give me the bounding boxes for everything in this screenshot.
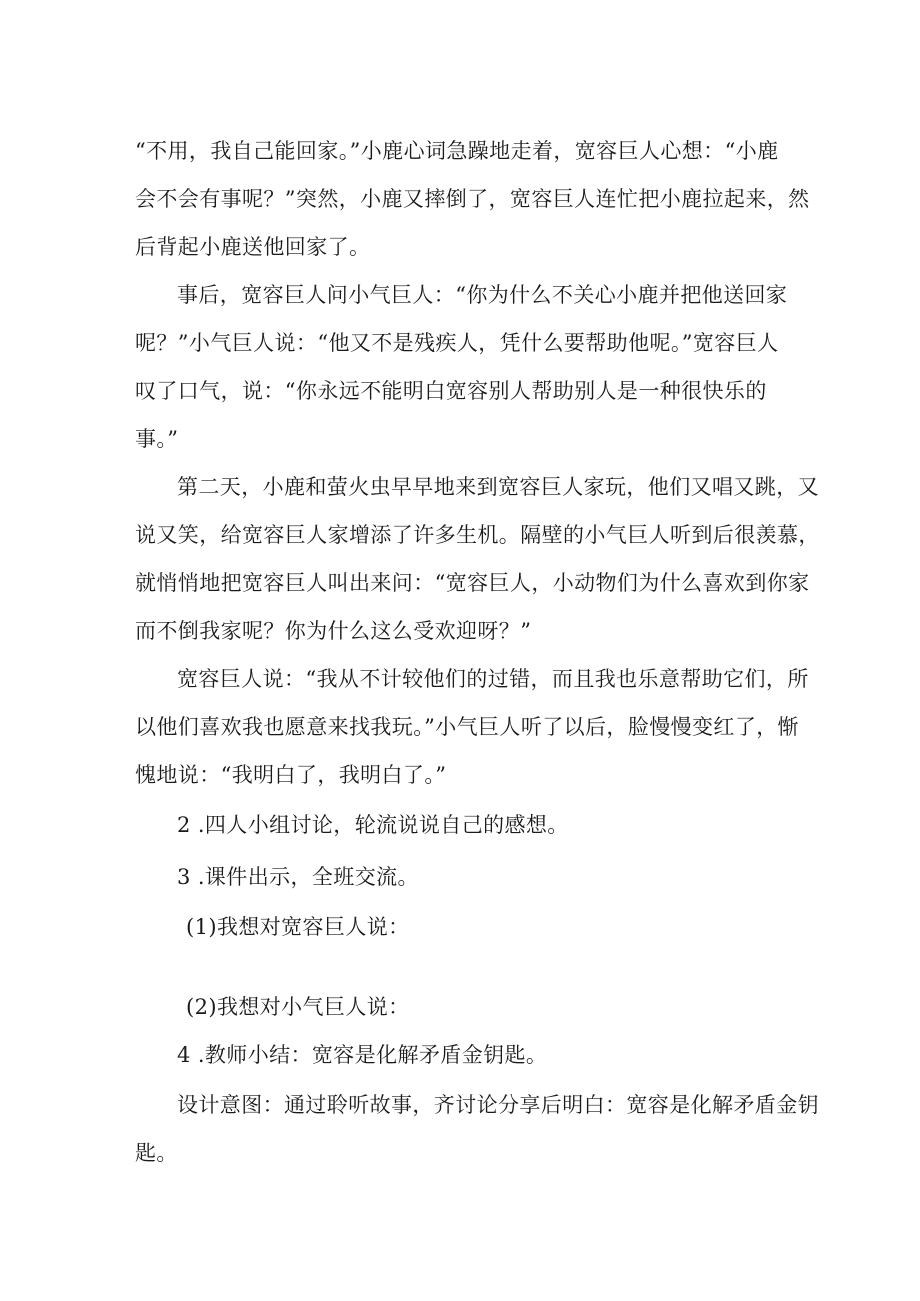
text-line: 第二天，小鹿和萤火虫早早地来到宽容巨人家玩，他们又唱又跳，又 — [177, 475, 819, 499]
sub-item-1: (1)我想对宽容巨人说： — [186, 915, 410, 939]
text-line: 设计意图：通过聆听故事，齐讨论分享后明白：宽容是化解矛盾金钥 — [177, 1093, 819, 1117]
sub-item-2: (2)我想对小气巨人说： — [186, 995, 410, 1019]
text-line: 匙。 — [135, 1141, 178, 1165]
text-line: “不用，我自己能回家。”小鹿心词急躁地走着，宽容巨人心想：“小鹿 — [135, 139, 779, 163]
text-line: 后背起小鹿送他回家了。 — [135, 235, 371, 259]
list-item-4: 4 .教师小结：宽容是化解矛盾金钥匙。 — [177, 1043, 548, 1067]
text-line: 就悄悄地把宽容巨人叫出来问：“宽容巨人，小动物们为什么喜欢到你家 — [135, 571, 810, 595]
text-line: 叹了口气，说：“你永远不能明白宽容别人帮助别人是一种很快乐的 — [135, 379, 767, 403]
text-line: 以他们喜欢我也愿意来找我玩。”小气巨人听了以后，脸慢慢变红了，惭 — [135, 715, 800, 739]
text-line: 呢？”小气巨人说：“他又不是残疾人，凭什么要帮助他呢。”宽容巨人 — [135, 331, 779, 355]
list-item-2: 2 .四人小组讨论，轮流说说自己的感想。 — [177, 813, 569, 837]
list-item-3: 3 .课件出示，全班交流。 — [177, 865, 419, 889]
text-line: 而不倒我家呢？你为什么这么受欢迎呀？” — [135, 619, 532, 643]
text-line: 宽容巨人说：“我从不计较他们的过错，而且我也乐意帮助它们，所 — [177, 667, 809, 691]
text-line: 事。” — [135, 427, 179, 451]
text-line: 事后，宽容巨人问小气巨人：“你为什么不关心小鹿并把他送回家 — [177, 283, 788, 307]
text-line: 会不会有事呢？”突然，小鹿又摔倒了，宽容巨人连忙把小鹿拉起来，然 — [135, 187, 810, 211]
text-line: 说又笑，给宽容巨人家增添了许多生机。隔壁的小气巨人听到后很羡慕， — [135, 523, 820, 547]
text-line: 愧地说：“我明白了，我明白了。” — [135, 763, 447, 787]
